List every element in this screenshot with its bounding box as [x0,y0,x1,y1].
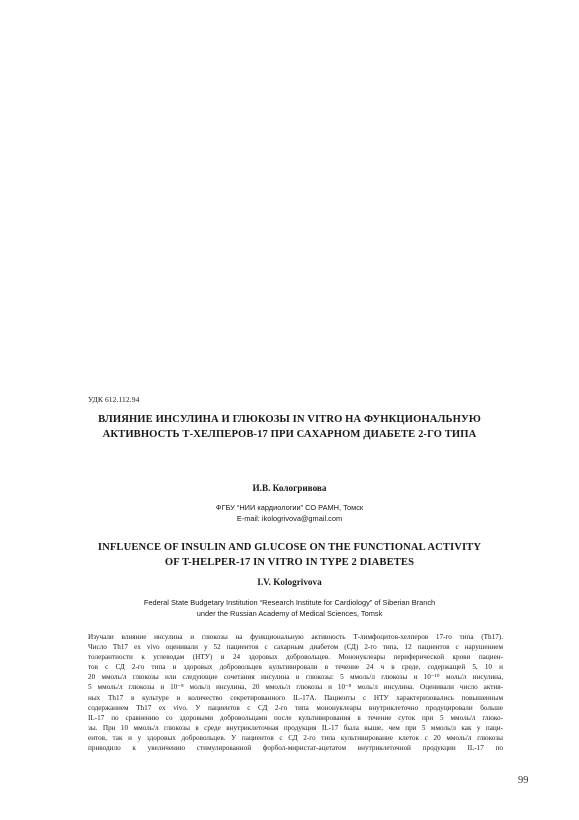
abstract-line: зы. При 10 ммоль/л глюкозы в среде внутриклеточная продукция IL-17 была выше, чем при 5 ммоль/л как у паци- [88,723,503,732]
abstract [88,632,503,753]
author-ru: И.В. Кологривова [252,483,327,493]
author-en: I.V. Kologrivova [257,577,322,587]
page-number: 99 [518,775,529,786]
abstract-line: Число Th17 ex vivo оценивали у 52 пациентов с сахарным диабетом (СД) 2-го типа, 12 пациентов с нарушением [88,643,503,652]
affiliation-en [60,597,519,619]
affiliation-en-line-1: Federal State Budgetary Institution “Research Institute for Cardiology” of Siberian Branch [143,598,436,607]
article-title-en [70,540,509,570]
title-en-line-1: INFLUENCE OF INSULIN AND GLUCOSE ON THE FUNCTIONAL ACTIVITY [97,542,482,553]
title-ru-line-2: АКТИВНОСТЬ Т-ХЕЛПЕРОВ-17 ПРИ САХАРНОМ ДИАБЕТЕ 2-ГО ТИПА [102,429,477,440]
abstract-line: содержанием Th17 ex vivo. У пациентов с СД 2-го типа мононуклеары внутриклеточно продуцировали больше [88,703,503,712]
abstract-line: ных Th17 в культуре и количество секретированного IL-17A. Пациенты с НТУ характеризовались повышенным [88,693,503,702]
abstract-line: 5 ммоль/л глюкозы и 10⁻⁸ моль/л инсулина, 20 ммоль/л глюкозы и 10⁻⁸ моль/л инсулина. Оценивали число актив- [88,683,503,692]
abstract-line: 20 ммоль/л глюкозы или следующие сочетания инсулина и глюкозы: 5 ммоль/л глюкозы и 10⁻¹⁰ моль/л инсулина, [88,673,503,682]
abstract-line: толерантности к углеводам (НТУ) и 24 здоровых добровольцев. Мононуклеары периферической крови пациен- [88,653,503,662]
abstract-line: Изучали влияние инсулина и глюкозы на функциональную активность Т-лимфоцитов-хелперов 17-го типа (Th17). [88,633,503,641]
affiliation-ru [60,502,519,524]
article-title-ru [70,412,509,442]
affiliation-en-line-2: under the Russian Academy of Medical Sciences, Tomsk [196,609,383,618]
abstract-line: IL-17 по сравнению со здоровыми добровольцами после культивирования в течение суток при 5 ммоль/л глюко- [88,713,503,722]
abstract-line: приводило к увеличению стимулированной форбол-миристат-ацетатом внутриклеточной продукции IL-17 по [88,744,503,753]
affiliation-ru-email: E-mail: ikologrivova@gmail.com [236,514,343,523]
udc-code: УДК 612.112.94 [88,395,140,404]
affiliation-ru-institution: ФГБУ “НИИ кардиологии” СО РАМН, Томск [215,503,364,512]
abstract-line: ентов, так и у здоровых добровольцев. У пациентов с СД 2-го типа культивирование клеток с 20 ммоль/л глюкозы [88,733,503,742]
title-ru-line-1: ВЛИЯНИЕ ИНСУЛИНА И ГЛЮКОЗЫ IN VITRO НА ФУНКЦИОНАЛЬНУЮ [98,414,481,425]
abstract-line: тов с СД 2-го типа и здоровых добровольцев культивировали в течение 24 ч в среде, содержащей 5, 10 и [88,663,503,672]
title-en-line-2: OF T-HELPER-17 IN VITRO IN TYPE 2 DIABETES [164,557,415,568]
